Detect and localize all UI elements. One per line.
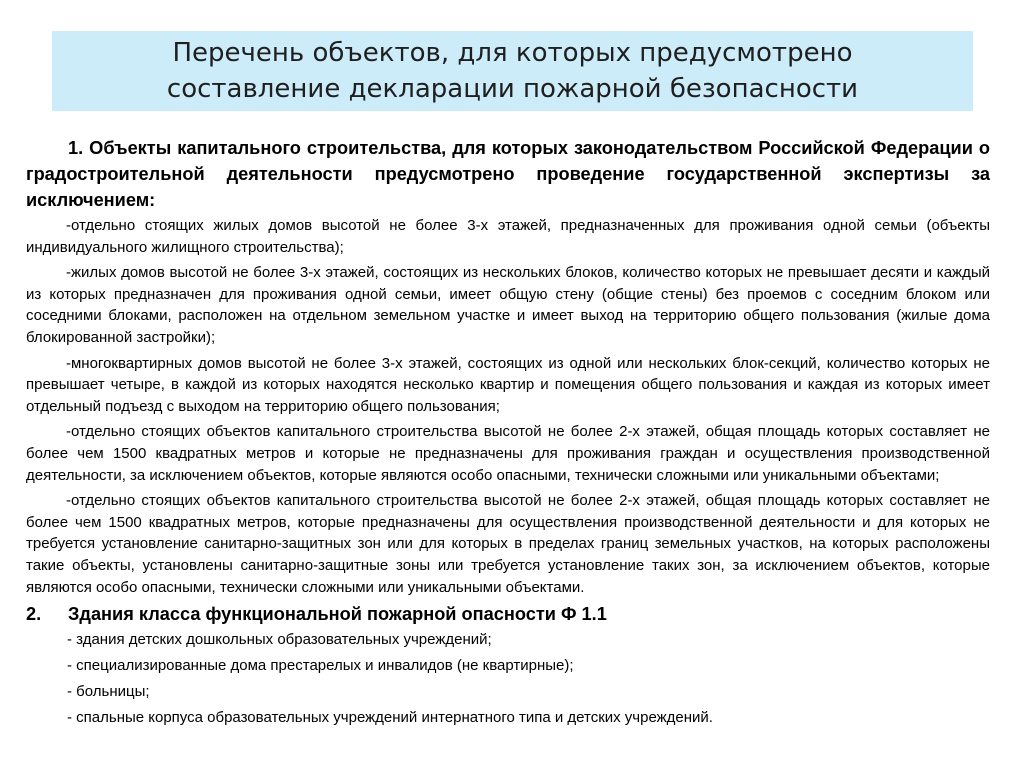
- section-1-paragraph: -жилых домов высотой не более 3-х этажей, состоящих из нескольких блоков, количество которых не превышает десяти и каждый из которых предназначен для проживания одной семьи, имеет общую стену (общие стены) без проемов с соседним блоком или соседними блоками, расположен на отдельном земельном участке и имеет выход на территорию общего пользования (жилые дома блокированной застройки);: [26, 264, 990, 346]
- section-2-number: 2.: [26, 604, 42, 625]
- section-2-heading-text: Здания класса функциональной пожарной опасности Ф 1.1: [68, 604, 607, 625]
- section-1-paragraph: -отдельно стоящих объектов капитального строительства высотой не более 2-х этажей, общая площадь которых составляет не более чем 1500 квадратных метров, которые предназначены для осуществления производственной деятельности и для которых не требуется установление санитарно-защитных зон или для которых в пределах границ земельных участков, на которых расположены такие объекты, установлены санитарно-защитные зоны или требуется установление таких зон, за исключением объектов, которые являются особо опасными, технически сложными или уникальными объектами.: [26, 492, 990, 596]
- section-1-paragraph: -многоквартирных домов высотой не более 3-х этажей, состоящих из одной или нескольких блок-секций, количество которых не превышает четыре, в каждой из которых находятся несколько квартир и помещения общего пользования и каждая из которых имеет отдельный подъезд с выходом на территорию общего пользования;: [26, 354, 990, 415]
- section-2-item: - спальные корпуса образовательных учреждений интернатного типа и детских учреждений.: [67, 709, 713, 727]
- section-2-item: - специализированные дома престарелых и инвалидов (не квартирные);: [67, 657, 574, 675]
- slide-title-line-1: Перечень объектов, для которых предусмотрено: [172, 38, 853, 68]
- slide-title-line-2: составление декларации пожарной безопасности: [166, 74, 859, 104]
- section-1-heading: 1. Объекты капитального строительства, для которых законодательством Российской Федерации о градостроительной деятельности предусмотрено проведение государственной экспертизы за исключением:: [26, 138, 990, 210]
- section-2-heading: [26, 602, 990, 626]
- slide-body: [26, 135, 990, 734]
- section-2-item: - больницы;: [67, 683, 150, 701]
- section-1-paragraph: -отдельно стоящих объектов капитального строительства высотой не более 2-х этажей, общая площадь которых составляет не более чем 1500 квадратных метров и которые не предназначены для проживания граждан и осуществления производственной деятельности, за исключением объектов, которые являются особо опасными, технически сложными или уникальными объектами;: [26, 423, 990, 484]
- section-1-paragraph: -отдельно стоящих жилых домов высотой не более 3-х этажей, предназначенных для проживания одной семьи (объекты индивидуального жилищного строительства);: [26, 217, 990, 256]
- slide-title-box: [52, 31, 973, 111]
- section-2-item: - здания детских дошкольных образовательных учреждений;: [67, 631, 492, 649]
